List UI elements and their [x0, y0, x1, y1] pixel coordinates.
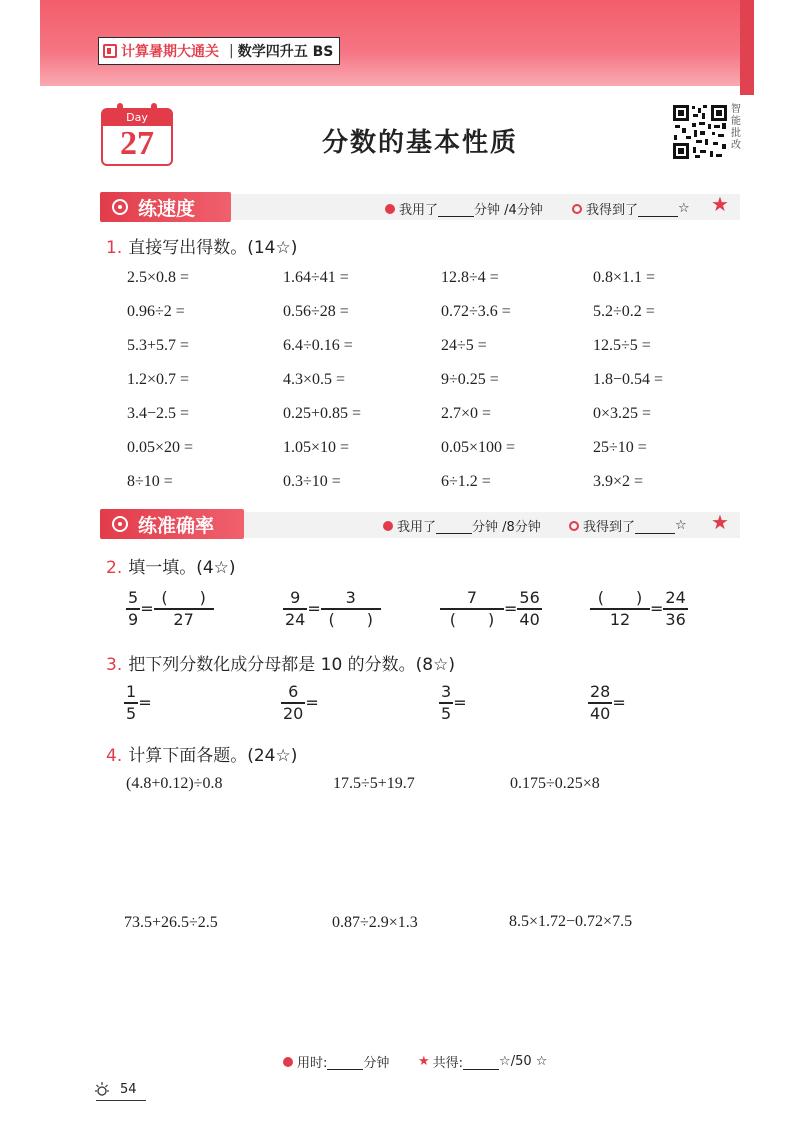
time-record [383, 516, 541, 535]
fill-item [590, 588, 688, 630]
oral-calc-item: 1.64÷41 = [283, 269, 349, 286]
equals-sign: = [453, 693, 467, 713]
star-icon: ★ [711, 192, 729, 216]
fill-item [126, 588, 214, 630]
oral-calc-item: 0×3.25 = [593, 405, 652, 422]
score-suffix: ☆ [675, 518, 687, 533]
fraction-numerator: 56 [519, 588, 540, 607]
fraction-numerator: 3 [345, 588, 356, 607]
oral-calc-item: 4.3×0.5 = [283, 371, 346, 388]
fraction-numerator: 24 [665, 588, 686, 607]
question-text: 直接写出得数。(14☆) [128, 238, 298, 258]
fraction-numerator: 1 [126, 682, 137, 701]
header-edge [740, 0, 754, 95]
question-number: 2. [106, 558, 123, 578]
fraction-numerator: 9 [290, 588, 301, 607]
convert-item [281, 682, 319, 724]
convert-item [439, 682, 467, 724]
calc-item: 73.5+26.5÷2.5 [124, 914, 218, 931]
series-label [98, 37, 340, 65]
fraction-denominator: 36 [665, 609, 686, 629]
question-text: 计算下面各题。(24☆) [128, 746, 298, 766]
oral-calc-item: 0.05×100 = [441, 439, 516, 456]
fraction-numerator: 5 [128, 588, 139, 607]
fraction-numerator: 3 [441, 682, 452, 701]
calc-item: 17.5÷5+19.7 [333, 775, 415, 792]
oral-calc-item: 24÷5 = [441, 337, 487, 354]
fill-item [440, 588, 542, 630]
section-tag-speed [100, 192, 231, 222]
oral-calc-item: 8÷10 = [127, 473, 173, 490]
oral-calc-item: 2.7×0 = [441, 405, 492, 422]
alarm-clock-icon [283, 1057, 293, 1067]
oral-calc-item: 1.2×0.7 = [127, 371, 190, 388]
check-icon [572, 204, 582, 214]
oral-calc-item: 12.5÷5 = [593, 337, 651, 354]
oral-calc-item: 6÷1.2 = [441, 473, 491, 490]
score-prefix: 我得到了 [583, 520, 636, 535]
fraction-numerator: 7 [466, 588, 478, 607]
oral-calc-item: 12.8÷4 = [441, 269, 499, 286]
flame-icon [385, 204, 395, 214]
divider [96, 1100, 146, 1101]
oral-calc-item: 0.96÷2 = [127, 303, 185, 320]
equals-sign: = [504, 599, 518, 619]
series-separator: | [229, 43, 234, 59]
target-icon [112, 516, 128, 532]
question-text: 填一填。(4☆) [128, 558, 236, 578]
fraction-numerator: 6 [288, 682, 299, 701]
oral-calc-item: 5.2÷0.2 = [593, 303, 655, 320]
section-tag-accuracy [100, 509, 244, 539]
footer-total-blank[interactable] [463, 1054, 499, 1070]
time-prefix: 我用了 [399, 203, 439, 218]
time-blank[interactable] [436, 518, 472, 534]
calc-item: 8.5×1.72−0.72×7.5 [509, 913, 633, 930]
fraction-denominator: 5 [126, 703, 137, 723]
page-number: 54 [120, 1082, 137, 1097]
question-1-heading [106, 233, 297, 258]
question-2-heading [106, 553, 236, 578]
fraction-denominator: 9 [128, 609, 139, 629]
day-label: Day [103, 110, 171, 126]
equals-sign: = [650, 599, 664, 619]
oral-calc-item: 0.05×20 = [127, 439, 194, 456]
score-record [572, 199, 690, 218]
stopwatch-icon [112, 199, 128, 215]
time-record [385, 199, 543, 218]
calc-item: 0.87÷2.9×1.3 [332, 914, 418, 931]
check-icon [569, 521, 579, 531]
fraction-denominator: 40 [519, 609, 540, 629]
oral-calc-item: 0.3÷10 = [283, 473, 341, 490]
question-number: 1. [106, 238, 123, 258]
time-suffix: 分钟 /4分钟 [474, 203, 543, 218]
oral-calc-item: 2.5×0.8 = [127, 269, 190, 286]
calc-item: (4.8+0.12)÷0.8 [126, 775, 223, 792]
series-title: 计算暑期大通关 [121, 44, 219, 60]
question-3-heading [106, 650, 455, 675]
day-number: 27 [120, 125, 154, 162]
oral-calc-item: 0.25+0.85 = [283, 405, 362, 422]
footer-time [283, 1052, 389, 1071]
footer-total-label: 共得: [432, 1056, 464, 1071]
score-blank[interactable] [635, 518, 675, 534]
star-icon: ★ [711, 510, 729, 534]
oral-calc-item: 25÷10 = [593, 439, 647, 456]
fill-item [283, 588, 381, 630]
question-4-heading [106, 741, 297, 766]
equals-sign: = [140, 599, 154, 619]
question-number: 4. [106, 746, 123, 766]
footer-total [418, 1052, 547, 1071]
question-number: 3. [106, 655, 123, 675]
question-text: 把下列分数化成分母都是 10 的分数。(8☆) [128, 655, 455, 675]
section-title: 练速度 [138, 197, 196, 220]
footer-time-label: 用时: [297, 1056, 328, 1071]
convert-item [124, 682, 152, 724]
oral-calc-item: 1.05×10 = [283, 439, 350, 456]
fraction-denominator: 27 [173, 609, 194, 629]
equals-sign: = [305, 693, 319, 713]
oral-calc-item: 9÷0.25 = [441, 371, 499, 388]
flame-icon [383, 521, 393, 531]
oral-calc-item: 3.4−2.5 = [127, 405, 190, 422]
time-prefix: 我用了 [397, 520, 437, 535]
answer-blank[interactable]: ( ) [597, 588, 643, 607]
qr-caption: 智能批改 [731, 104, 741, 151]
oral-calc-item: 0.56÷28 = [283, 303, 349, 320]
qr-code-icon[interactable] [672, 104, 728, 160]
footer-time-blank[interactable] [327, 1054, 363, 1070]
page-title: 分数的基本性质 [321, 128, 518, 158]
equals-sign: = [138, 693, 152, 713]
oral-calc-item: 1.8−0.54 = [593, 371, 664, 388]
answer-blank[interactable]: ( ) [449, 609, 495, 629]
answer-blank[interactable]: ( ) [161, 588, 206, 607]
time-suffix: 分钟 /8分钟 [472, 520, 541, 535]
fraction-denominator: 24 [285, 609, 306, 629]
time-blank[interactable] [438, 201, 474, 217]
score-record [569, 516, 687, 535]
footer-time-unit: 分钟 [363, 1056, 390, 1071]
series-grade: 数学四升五 BS [237, 44, 334, 60]
fraction-denominator: 20 [283, 703, 304, 723]
score-blank[interactable] [638, 201, 678, 217]
answer-blank[interactable]: ( ) [328, 609, 374, 629]
oral-calc-item: 5.3+5.7 = [127, 337, 190, 354]
book-icon [103, 44, 117, 58]
fraction-denominator: 5 [441, 703, 452, 723]
equals-sign: = [612, 693, 626, 713]
sun-icon [92, 1080, 112, 1100]
fraction-denominator: 40 [590, 703, 611, 723]
oral-calc-item: 0.72÷3.6 = [441, 303, 511, 320]
score-suffix: ☆ [678, 201, 690, 216]
fraction-numerator: 28 [590, 682, 611, 701]
convert-item [588, 682, 626, 724]
star-icon: ★ [418, 1054, 430, 1069]
oral-calc-item: 0.8×1.1 = [593, 269, 656, 286]
score-prefix: 我得到了 [586, 203, 639, 218]
calc-item: 0.175÷0.25×8 [510, 775, 600, 792]
section-title: 练准确率 [138, 514, 215, 537]
oral-calc-item: 3.9×2 = [593, 473, 644, 490]
footer-total-unit: ☆/50 ☆ [499, 1054, 548, 1069]
equals-sign: = [307, 599, 321, 619]
oral-calc-item: 6.4÷0.16 = [283, 337, 353, 354]
fraction-denominator: 12 [609, 609, 631, 629]
